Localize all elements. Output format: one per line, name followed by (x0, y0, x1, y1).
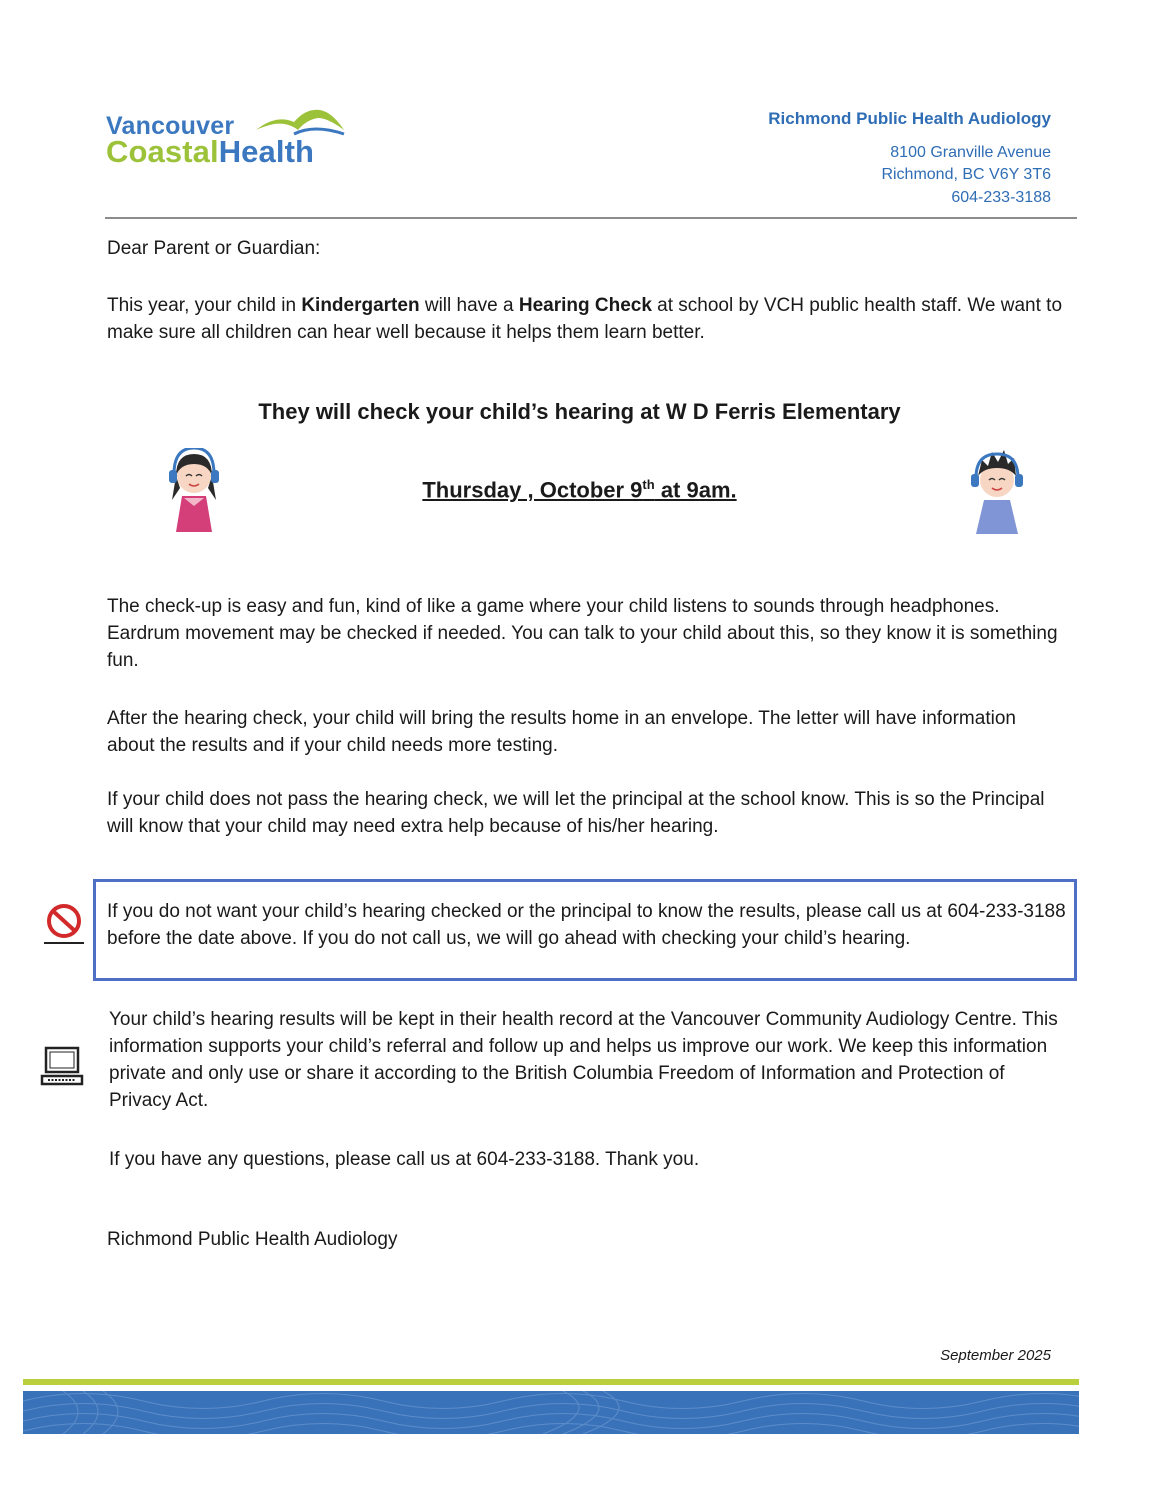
salutation: Dear Parent or Guardian: (107, 238, 321, 259)
privacy-paragraph: Your child’s hearing results will be kept in their health record at the Vancouver Community Audiology Centre. This information supports your child’s referral and follow up and helps us improve our work. We keep this information private and only use or share it according to the British Columbia Freedom of Information and Protection of Privacy Act. (109, 1009, 1058, 1111)
header-divider (105, 217, 1077, 219)
header-address-line2: Richmond, BC V6Y 3T6 (881, 166, 1051, 183)
footer-wave-pattern (23, 1391, 1079, 1434)
intro-grade: Kindergarten (301, 295, 420, 316)
date-main: Thursday , October 9 (422, 477, 643, 503)
questions-paragraph: If you have any questions, please call us at 604-233-3188. Thank you. (109, 1149, 700, 1170)
signoff: Richmond Public Health Audiology (107, 1229, 398, 1250)
intro-text-2: will have a (419, 295, 519, 316)
logo-text-vancouver: Vancouver (106, 112, 235, 140)
intro-paragraph (107, 292, 1062, 346)
results-paragraph: After the hearing check, your child will bring the results home in an envelope. The letter will have information about the results and if your child needs more testing. (107, 708, 1016, 756)
checkup-paragraph: The check-up is easy and fun, kind of like a game where your child listens to sounds through headphones. Eardrum movement may be checked if needed. You can talk to your child about this, so they know it is something fun. (107, 596, 1058, 671)
footer-green-line (23, 1379, 1079, 1385)
date-time: at 9am. (654, 477, 737, 503)
girl-with-headphones-icon (162, 448, 226, 534)
issued-date: September 2025 (940, 1347, 1051, 1364)
intro-hearing-check: Hearing Check (518, 295, 652, 316)
logo-text-coastal: Coastal (106, 134, 219, 169)
intro-text-3: at school by VCH public health staff. We want to make sure all children can hear well because it helps them learn better. (107, 295, 1063, 343)
principal-paragraph: If your child does not pass the hearing check, we will let the principal at the school know. This is so the Principal will know that your child may need extra help because of his/her hearing. (107, 789, 1045, 837)
boy-with-headphones-icon (964, 448, 1030, 536)
intro-text-1: This year, your child in (107, 295, 302, 316)
school-heading: They will check your child’s hearing at W D Ferris Elementary (258, 399, 901, 424)
header-org-name: Richmond Public Health Audiology (768, 109, 1051, 128)
mountain-logo-icon (254, 104, 346, 138)
logo-text-health: Health (218, 134, 315, 169)
header-phone: 604-233-3188 (951, 189, 1051, 206)
vch-logo (106, 104, 346, 174)
header-address-line1: 8100 Granville Avenue (890, 144, 1051, 161)
laptop-icon (40, 1046, 84, 1088)
no-symbol-icon (42, 902, 86, 946)
date-suffix: th (642, 477, 655, 492)
footer-blue-band (23, 1391, 1079, 1434)
logo-text-coastal-health (106, 134, 314, 170)
opt-out-notice-text: If you do not want your child’s hearing checked or the principal to know the results, please call us at 604-233-3188 before the date above. If you do not call us, we will go ahead with checking your child’s hearing. (107, 901, 1066, 949)
